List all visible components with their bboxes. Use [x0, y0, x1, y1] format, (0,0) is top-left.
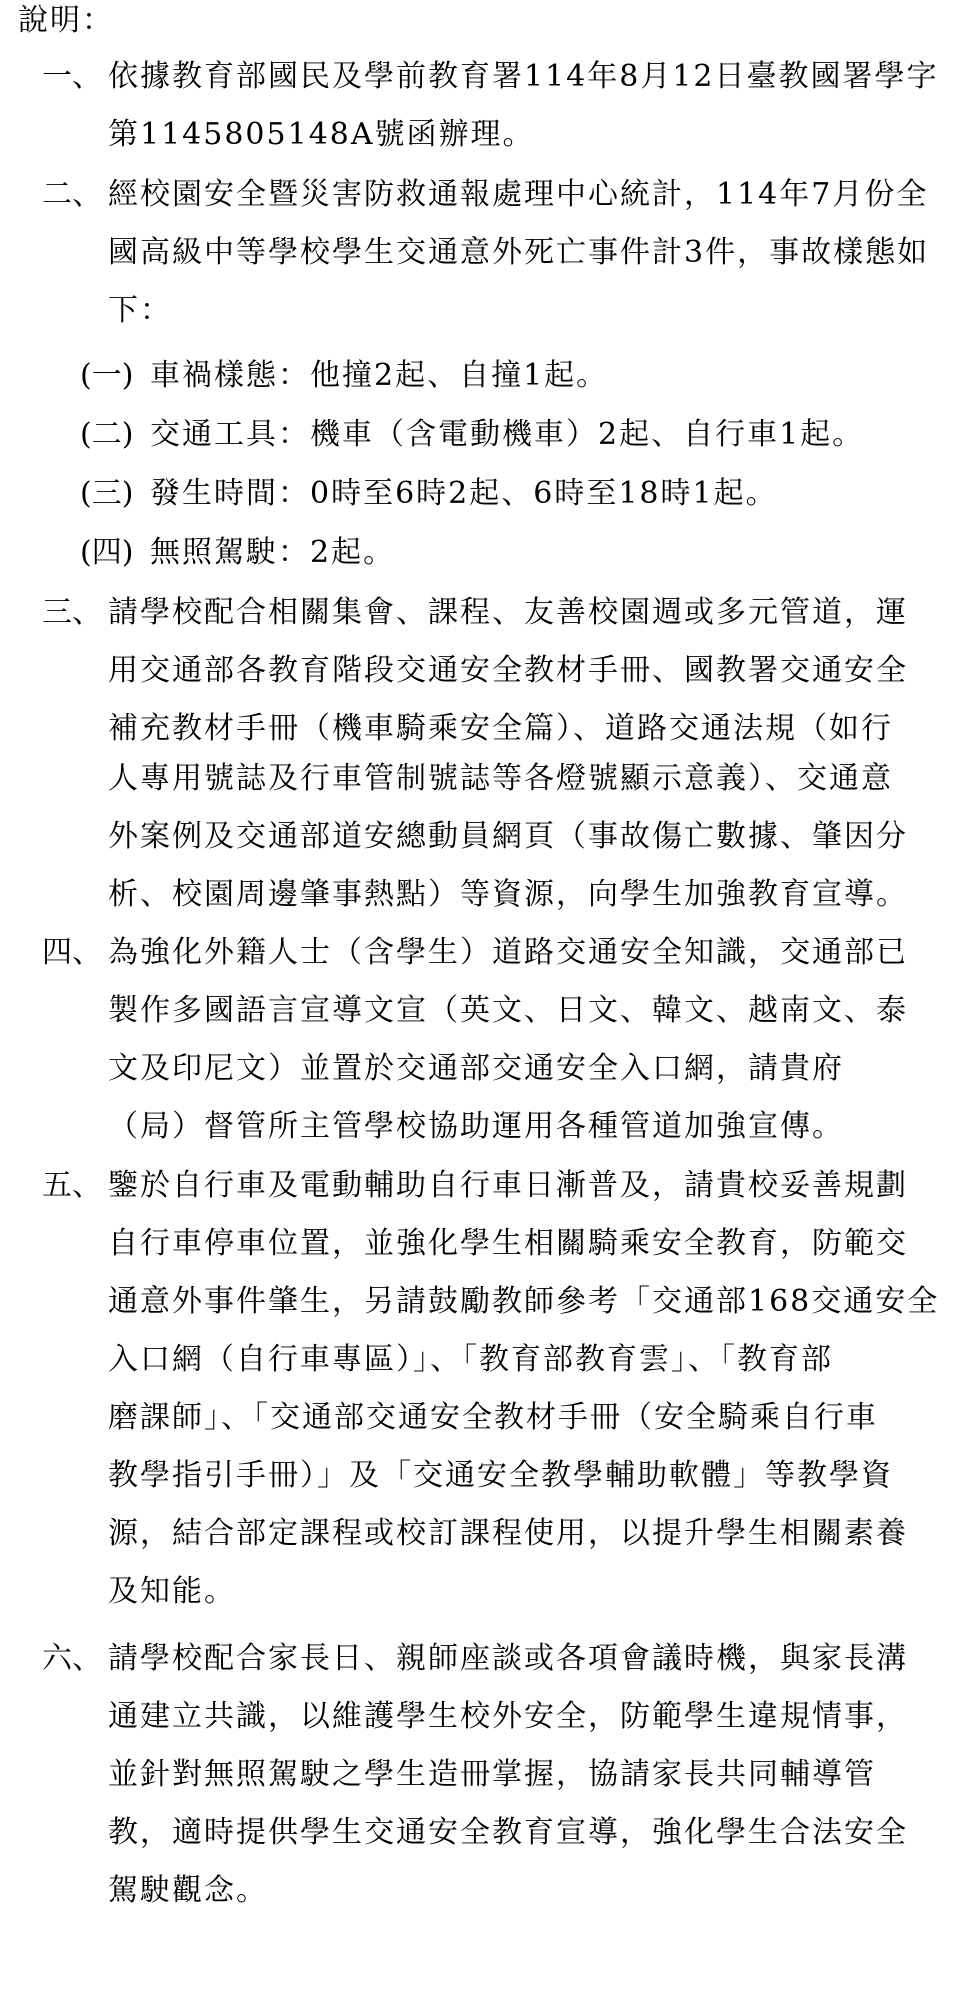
- item-number: 二、: [42, 177, 102, 212]
- item-text-line: 駕駛觀念。: [108, 1873, 268, 1908]
- item-text-line: 下：: [108, 293, 172, 328]
- item-text-line: 經校園安全暨災害防救通報處理中心統計，114年7月份全: [108, 177, 929, 212]
- item-number: 五、: [42, 1168, 102, 1203]
- sub-item-text: 交通工具：機車（含電動機車）2起、自行車1起。: [150, 417, 865, 452]
- item-text-line: 教學指引手冊）」及「交通安全教學輔助軟體」等教學資: [108, 1458, 893, 1493]
- item-text-line: 文及印尼文）並置於交通部交通安全入口網，請貴府: [108, 1051, 844, 1086]
- item-text-line: 入口網（自行車專區）」、「教育部教育雲」、「教育部: [108, 1342, 833, 1377]
- item-text-line: 析、校園周邊肇事熱點）等資源，向學生加強教育宣導。: [108, 877, 908, 912]
- sub-item-number: (三): [80, 476, 134, 511]
- item-text-line: 製作多國語言宣導文宣（英文、日文、韓文、越南文、泰: [108, 993, 908, 1028]
- item-text-line: 請學校配合相關集會、課程、友善校園週或多元管道，運: [108, 595, 908, 630]
- item-text-line: 教，適時提供學生交通安全教育宣導，強化學生合法安全: [108, 1815, 908, 1850]
- item-number: 六、: [42, 1641, 102, 1676]
- section-heading: 說明：: [18, 3, 114, 38]
- item-text-line: 為強化外籍人士（含學生）道路交通安全知識，交通部已: [108, 935, 908, 970]
- sub-item-text: 車禍樣態：他撞2起、自撞1起。: [150, 358, 609, 393]
- item-text-line: 國高級中等學校學生交通意外死亡事件計3件，事故樣態如: [108, 235, 930, 270]
- item-text-line: 請學校配合家長日、親師座談或各項會議時機，與家長溝: [108, 1641, 908, 1676]
- item-text-line: 外案例及交通部道安總動員網頁（事故傷亡數據、肇因分: [108, 819, 908, 854]
- item-text-line: 源，結合部定課程或校訂課程使用，以提升學生相關素養: [108, 1516, 908, 1551]
- item-text-line: 鑒於自行車及電動輔助自行車日漸普及，請貴校妥善規劃: [108, 1168, 908, 1203]
- item-text-line: 並針對無照駕駛之學生造冊掌握，協請家長共同輔導管: [108, 1757, 876, 1792]
- item-text-line: 第1145805148A號函辦理。: [108, 117, 535, 152]
- item-number: 一、: [42, 59, 102, 94]
- item-text-line: 磨課師」、「交通部交通安全教材手冊（安全騎乘自行車: [108, 1400, 878, 1435]
- sub-item-text: 發生時間：0時至6時2起、6時至18時1起。: [150, 476, 778, 511]
- item-text-line: 補充教材手冊（機車騎乘安全篇）、道路交通法規（如行: [108, 711, 893, 746]
- sub-item-number: (一): [80, 358, 134, 393]
- item-number: 四、: [42, 935, 102, 970]
- item-text-line: 及知能。: [108, 1574, 236, 1609]
- item-text-line: （局）督管所主管學校協助運用各種管道加強宣傳。: [108, 1109, 844, 1144]
- item-number: 三、: [42, 595, 102, 630]
- item-text-line: 自行車停車位置，並強化學生相關騎乘安全教育，防範交: [108, 1226, 908, 1261]
- sub-item-text: 無照駕駛：2起。: [150, 535, 396, 570]
- item-text-line: 依據教育部國民及學前教育署114年8月12日臺教國署學字: [108, 59, 939, 94]
- item-text-line: 通意外事件肇生，另請鼓勵教師參考「交通部168交通安全: [108, 1284, 940, 1319]
- sub-item-number: (四): [80, 535, 134, 570]
- item-text-line: 人專用號誌及行車管制號誌等各燈號顯示意義）、交通意: [108, 761, 893, 796]
- item-text-line: 通建立共識，以維護學生校外安全，防範學生違規情事，: [108, 1699, 908, 1734]
- item-text-line: 用交通部各教育階段交通安全教材手冊、國教署交通安全: [108, 653, 908, 688]
- sub-item-number: (二): [80, 417, 134, 452]
